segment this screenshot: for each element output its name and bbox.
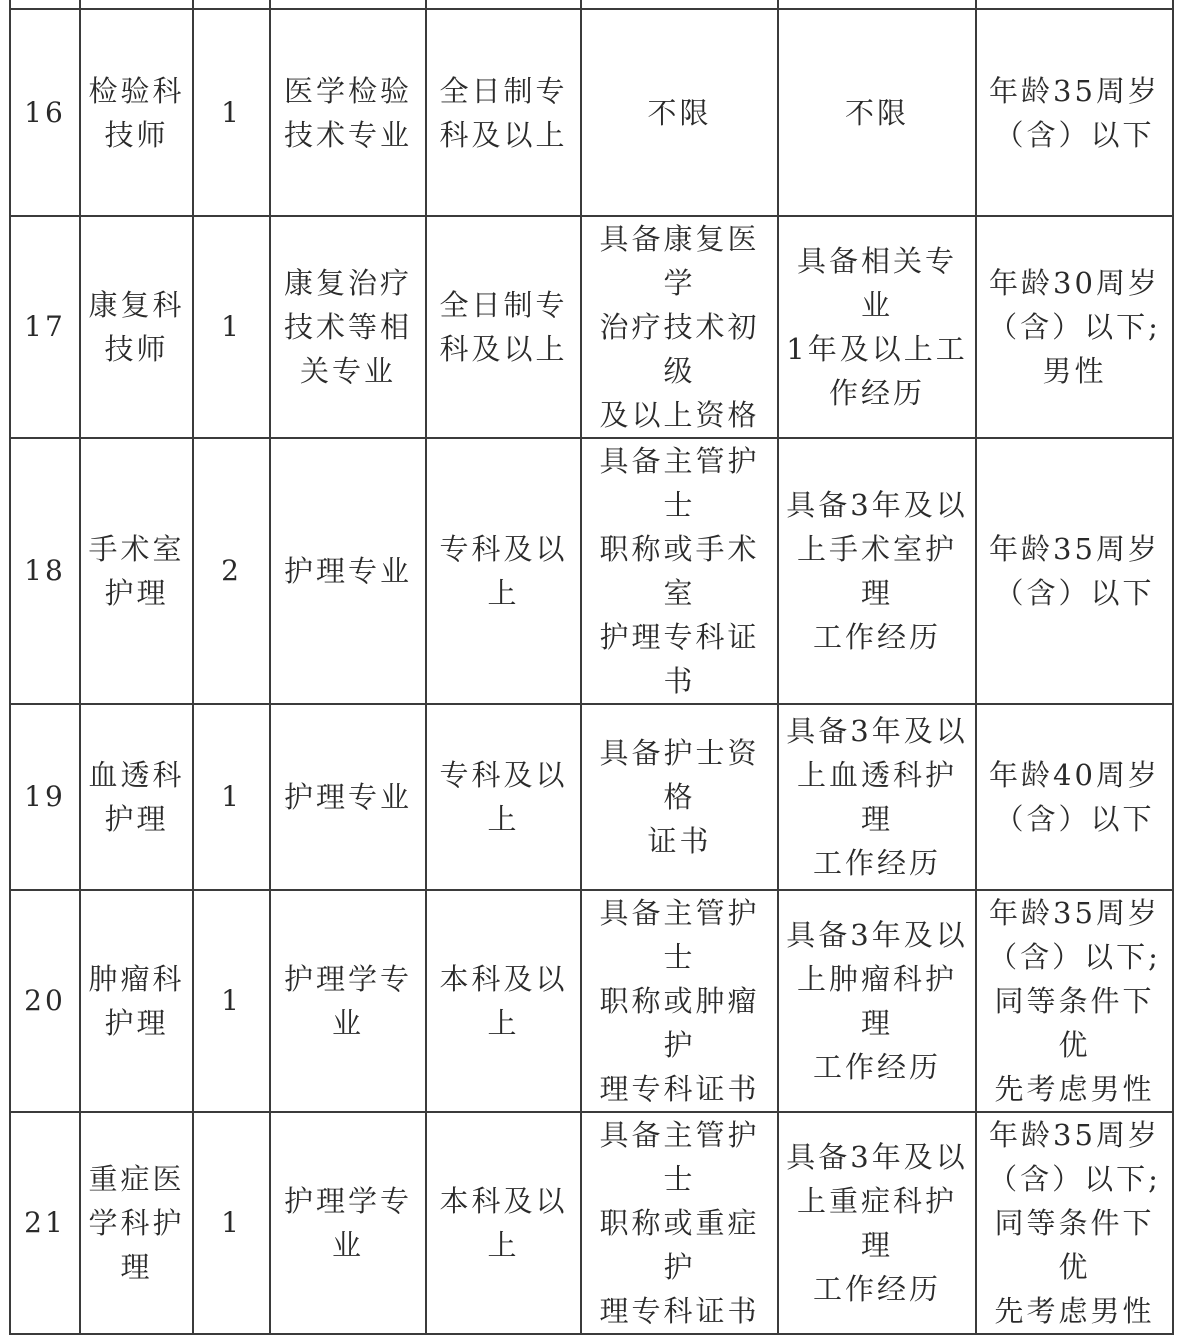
cell-other-requirements	[976, 890, 1173, 1112]
experience-line: 具备3年及以	[786, 918, 968, 952]
cell-post-name	[80, 704, 193, 890]
qualification-line: 具备主管护士	[599, 444, 760, 522]
cell-experience	[778, 438, 976, 704]
experience-line: 上重症科护理	[796, 1184, 957, 1262]
other-requirements-line: 年龄30周岁	[989, 266, 1160, 300]
post-name-line: 肿瘤科	[88, 962, 185, 996]
qualification-line: 职称或肿瘤护	[599, 984, 760, 1062]
other-requirements-line: 男性	[1042, 354, 1107, 388]
education-line: 上	[487, 576, 520, 610]
major-line: 业	[331, 1228, 364, 1262]
cell-education	[426, 890, 581, 1112]
post-name-line: 护理	[104, 576, 169, 610]
table-cell	[80, 0, 193, 9]
table-cell	[270, 0, 426, 9]
post-name-line: 手术室	[88, 532, 185, 566]
table-row	[10, 704, 1173, 890]
cell-education	[426, 9, 581, 216]
table-row	[10, 438, 1173, 704]
qualification-line: 理专科证书	[599, 1294, 760, 1328]
cell-qualification	[581, 1112, 778, 1334]
qualification-line: 不限	[647, 95, 712, 130]
major-line: 技术等相	[283, 310, 412, 344]
qualification-line: 职称或重症护	[599, 1206, 760, 1284]
cell-row-number: 19	[10, 704, 80, 890]
cell-education	[426, 1112, 581, 1334]
cell-qualification	[581, 9, 778, 216]
post-name-line: 技师	[104, 332, 169, 366]
education-line: 上	[487, 1228, 520, 1262]
qualification-line: 护理专科证书	[599, 620, 760, 698]
post-name-line: 技师	[104, 117, 169, 152]
cell-headcount: 1	[193, 704, 270, 890]
qualification-line: 及以上资格	[599, 398, 760, 432]
major-line: 护理专业	[283, 554, 412, 588]
cell-post-name	[80, 1112, 193, 1334]
cell-row-number: 16	[10, 9, 80, 216]
other-requirements-line: 年龄35周岁	[989, 1118, 1160, 1152]
cell-post-name	[80, 890, 193, 1112]
post-name-line: 护理	[104, 802, 169, 836]
cell-post-name	[80, 438, 193, 704]
major-line: 康复治疗	[283, 266, 412, 300]
major-line: 业	[331, 1006, 364, 1040]
cell-education	[426, 216, 581, 438]
cell-row-number: 18	[10, 438, 80, 704]
table-cell	[10, 0, 80, 9]
major-line: 医学检验	[283, 73, 412, 108]
post-name-line: 重症医	[88, 1162, 185, 1196]
experience-line: 上手术室护理	[796, 532, 957, 610]
cell-education	[426, 704, 581, 890]
education-line: 上	[487, 802, 520, 836]
cell-major	[270, 216, 426, 438]
experience-line: 工作经历	[812, 846, 941, 880]
post-name-line: 理	[120, 1250, 153, 1284]
experience-line: 具备3年及以	[786, 1140, 968, 1174]
other-requirements-line: （含）以下	[994, 802, 1155, 836]
education-line: 本科及以	[439, 1184, 568, 1218]
experience-line: 上血透科护理	[796, 758, 957, 836]
table-row-top-edge	[10, 0, 1173, 9]
qualification-line: 职称或手术室	[599, 532, 760, 610]
education-line: 全日制专	[439, 288, 568, 322]
cell-experience	[778, 9, 976, 216]
other-requirements-line: （含）以下	[994, 117, 1155, 152]
table-cell	[778, 0, 976, 9]
education-line: 上	[487, 1006, 520, 1040]
other-requirements-line: 同等条件下优	[994, 1206, 1155, 1284]
post-name-line: 康复科	[88, 288, 185, 322]
education-line: 专科及以	[439, 532, 568, 566]
table-cell	[426, 0, 581, 9]
cell-headcount: 2	[193, 438, 270, 704]
table-cell	[976, 0, 1173, 9]
major-line: 关专业	[299, 354, 396, 388]
experience-line: 上肿瘤科护理	[796, 962, 957, 1040]
post-name-line: 学科护	[88, 1206, 185, 1240]
other-requirements-line: （含）以下	[994, 576, 1155, 610]
major-line: 技术专业	[283, 117, 412, 152]
cell-other-requirements	[976, 1112, 1173, 1334]
post-name-line: 护理	[104, 1006, 169, 1040]
cell-qualification	[581, 704, 778, 890]
cell-major	[270, 438, 426, 704]
qualification-line: 治疗技术初级	[599, 310, 760, 388]
experience-line: 不限	[844, 95, 909, 130]
table-cell	[193, 0, 270, 9]
cell-row-number: 20	[10, 890, 80, 1112]
cell-qualification	[581, 216, 778, 438]
experience-line: 1年及以上工	[786, 332, 968, 366]
other-requirements-line: 先考虑男性	[994, 1072, 1155, 1106]
other-requirements-line: 先考虑男性	[994, 1294, 1155, 1328]
cell-experience	[778, 704, 976, 890]
cell-experience	[778, 1112, 976, 1334]
qualification-line: 具备主管护士	[599, 896, 760, 974]
experience-line: 作经历	[828, 376, 925, 410]
cell-major	[270, 9, 426, 216]
table-row	[10, 890, 1173, 1112]
other-requirements-line: 同等条件下优	[994, 984, 1155, 1062]
table-row	[10, 9, 1173, 216]
cell-row-number: 21	[10, 1112, 80, 1334]
cell-headcount: 1	[193, 890, 270, 1112]
cell-headcount: 1	[193, 1112, 270, 1334]
post-name-line: 检验科	[88, 73, 185, 108]
major-line: 护理学专	[283, 1184, 412, 1218]
cell-other-requirements	[976, 216, 1173, 438]
experience-line: 具备3年及以	[786, 488, 968, 522]
cell-qualification	[581, 890, 778, 1112]
qualification-line: 具备护士资格	[599, 736, 760, 814]
cell-experience	[778, 890, 976, 1112]
qualification-line: 具备康复医学	[599, 222, 760, 300]
other-requirements-line: 年龄35周岁	[989, 73, 1160, 108]
cell-education	[426, 438, 581, 704]
post-name-line: 血透科	[88, 758, 185, 792]
experience-line: 具备3年及以	[786, 714, 968, 748]
experience-line: 工作经历	[812, 1050, 941, 1084]
cell-row-number: 17	[10, 216, 80, 438]
cell-headcount: 1	[193, 9, 270, 216]
qualification-line: 理专科证书	[599, 1072, 760, 1106]
cell-post-name	[80, 9, 193, 216]
major-line: 护理学专	[283, 962, 412, 996]
other-requirements-line: （含）以下;	[988, 940, 1161, 974]
education-line: 专科及以	[439, 758, 568, 792]
recruitment-table	[9, 0, 1174, 1335]
table-row	[10, 216, 1173, 438]
experience-line: 工作经历	[812, 620, 941, 654]
cell-other-requirements	[976, 438, 1173, 704]
qualification-line: 证书	[647, 824, 712, 858]
qualification-line: 具备主管护士	[599, 1118, 760, 1196]
other-requirements-line: （含）以下;	[988, 310, 1161, 344]
experience-line: 工作经历	[812, 1272, 941, 1306]
education-line: 全日制专	[439, 73, 568, 108]
cell-major	[270, 704, 426, 890]
table-body	[10, 0, 1173, 1334]
other-requirements-line: 年龄35周岁	[989, 532, 1160, 566]
cell-post-name	[80, 216, 193, 438]
cell-other-requirements	[976, 9, 1173, 216]
table-cell	[581, 0, 778, 9]
cell-qualification	[581, 438, 778, 704]
experience-line: 具备相关专业	[796, 244, 957, 322]
other-requirements-line: 年龄40周岁	[989, 758, 1160, 792]
education-line: 科及以上	[439, 332, 568, 366]
table-row	[10, 1112, 1173, 1334]
major-line: 护理专业	[283, 780, 412, 814]
other-requirements-line: （含）以下;	[988, 1162, 1161, 1196]
cell-experience	[778, 216, 976, 438]
other-requirements-line: 年龄35周岁	[989, 896, 1160, 930]
cell-headcount: 1	[193, 216, 270, 438]
cell-major	[270, 1112, 426, 1334]
education-line: 本科及以	[439, 962, 568, 996]
cell-other-requirements	[976, 704, 1173, 890]
education-line: 科及以上	[439, 117, 568, 152]
cell-major	[270, 890, 426, 1112]
